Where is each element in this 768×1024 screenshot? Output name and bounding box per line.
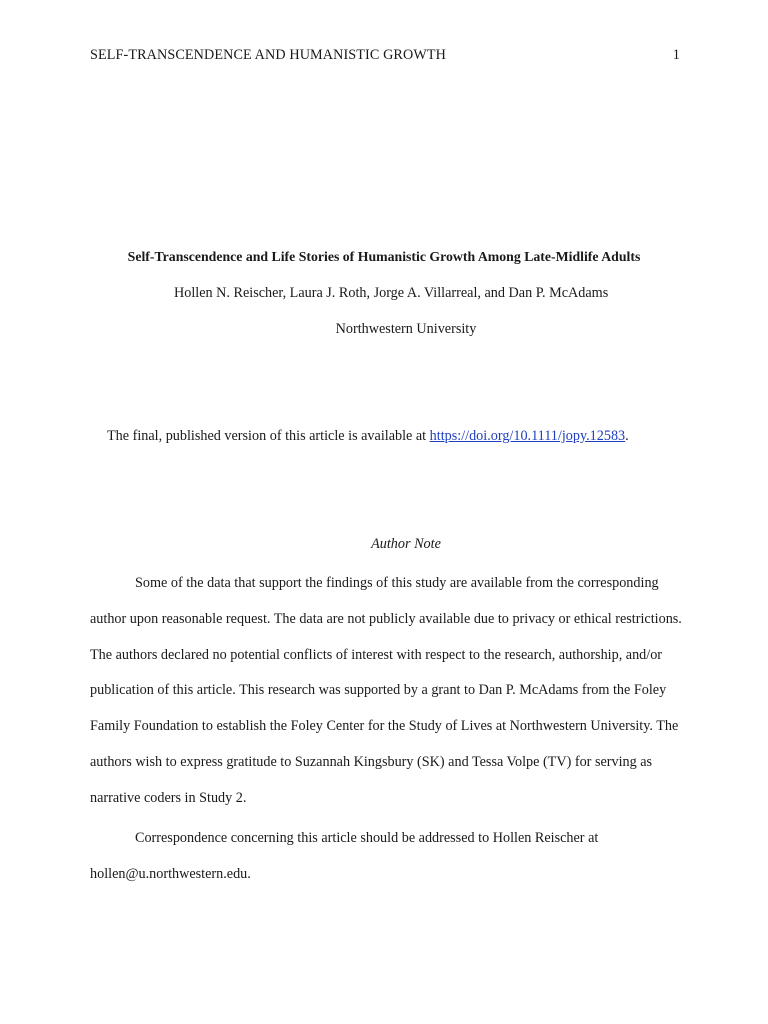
affiliation: Northwestern University bbox=[335, 321, 477, 337]
running-head bbox=[90, 47, 680, 64]
publication-notice-prefix: The final, published version of this article is available at bbox=[107, 428, 430, 444]
author-list: Hollen N. Reischer, Laura J. Roth, Jorge A. Villarreal, and Dan P. McAdams bbox=[174, 285, 609, 301]
author-note-heading: Author Note bbox=[371, 536, 441, 552]
paper-title: Self-Transcendence and Life Stories of Humanistic Growth Among Late-Midlife Adults bbox=[127, 249, 641, 264]
correspondence-paragraph: Correspondence concerning this article should be addressed to Hollen Reischer at hollen@u.northwestern.edu. bbox=[90, 830, 599, 882]
page-number: 1 bbox=[672, 47, 680, 63]
doi-link[interactable]: https://doi.org/10.1111/jopy.12583 bbox=[429, 428, 626, 444]
author-note-paragraph: Some of the data that support the findings of this study are available from the corresponding author upon reasonable request. The data are not publicly available due to privacy or ethical restrictions. The authors declared no potential conflicts of interest with respect to the research, authorship, and/or publication of this article. This research was supported by a grant to Dan P. McAdams from the Foley Family Foundation to establish the Foley Center for the Study of Lives at Northwestern University. The authors wish to express gratitude to Suzannah Kingsbury (SK) and Tessa Volpe (TV) for serving as narrative coders in Study 2. bbox=[90, 575, 682, 806]
running-head-title: SELF-TRANSCENDENCE AND HUMANISTIC GROWTH bbox=[90, 47, 446, 63]
publication-notice-suffix: . bbox=[625, 428, 629, 444]
publication-notice bbox=[107, 428, 629, 445]
